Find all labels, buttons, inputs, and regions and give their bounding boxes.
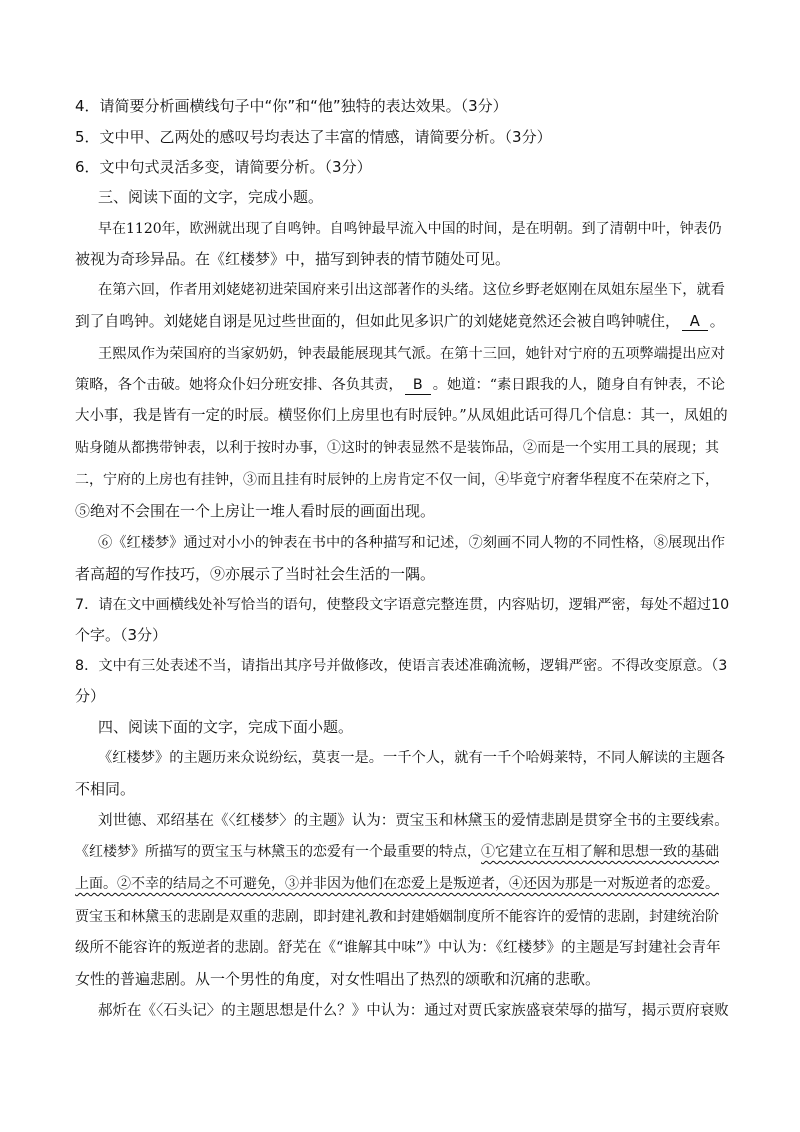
- question-7-line-2: 个字。（3分）: [75, 626, 168, 644]
- s4-paragraph-2-line-1: 刘世德、邓绍基在《〈红楼梦〉的主题》认为：贾宝玉和林黛玉的爱情悲剧是贯穿全书的主要线索。: [98, 813, 729, 829]
- s3-paragraph-3-line-3: 大小事，我是皆有一定的时辰。横竖你们上房里也有时辰钟。”从凤姐此话可得几个信息：其一，凤姐的: [75, 408, 728, 424]
- s3-paragraph-3-line-4: 贴身随从都携带钟表，以利于按时办事，①这时的钟表显然不是装饰品，②而是一个实用工具的展现；其: [75, 440, 719, 456]
- s4-paragraph-2-line-3: [75, 874, 719, 894]
- s4-paragraph-1-line-2: 不相同。: [75, 780, 136, 798]
- question-8-line-2: 分）: [75, 687, 106, 705]
- s3-paragraph-3-line-5: 二，宁府的上房也有挂钟，③而且挂有时辰钟的上房肯定不仅一间，④毕竟宁府奢华程度不在荣府之下，: [75, 472, 719, 488]
- s3-paragraph-2-line-2: [75, 312, 725, 332]
- s4-paragraph-1-line-1: 《红楼梦》的主题历来众说纷纭，莫衷一是。一千个人，就有一千个哈姆莱特，不同人解读的主题各: [98, 750, 726, 766]
- wavy-underlined-sentence-part-2: 上面。②不幸的结局之不可避免，③并非因为他们在恋爱上是叛逆者，④还因为那是一对叛逆者的恋爱。: [75, 876, 719, 892]
- s3-paragraph-1-line-2: 被视为奇珍异品。在《红楼梦》中，描写到钟表的情节随处可见。: [75, 250, 511, 268]
- blank-b: B: [405, 377, 431, 395]
- s4-paragraph-2-line-6: 女性的普遍悲剧。从一个男性的角度，对女性唱出了热烈的颂歌和沉痛的悲歌。: [75, 970, 601, 988]
- s3-paragraph-4-line-1: ⑥《红楼梦》通过对小小的钟表在书中的各种描写和记述，⑦刻画不同人物的不同性格，⑧展现出作: [98, 535, 726, 551]
- question-5: 5．文中甲、乙两处的感叹号均表达了丰富的情感，请简要分析。（3分）: [75, 128, 552, 146]
- wavy-underlined-sentence-part-1: ①它建立在互相了解和思想一致的基础: [481, 844, 719, 860]
- question-8-line-1: 8．文中有三处表述不当，请指出其序号并做修改，使语言表述准确流畅，逻辑严密。不得改变原意。（3: [75, 658, 728, 674]
- s3-p2-text-before-blank: 到了自鸣钟。刘姥姥自诩是见过些世面的，但如此见多识广的刘姥姥竟然还会被自鸣钟唬住，: [75, 313, 680, 330]
- s4-paragraph-2-line-5: 级所不能容许的叛逆者的悲剧。舒芜在《“谁解其中味”》中认为：《红楼梦》的主题是写封建社会青年: [75, 940, 721, 956]
- s4-paragraph-2-line-4: 贾宝玉和林黛玉的悲剧是双重的悲剧，即封建礼教和封建婚姻制度所不能容许的爱情的悲剧，封建统治阶: [75, 909, 719, 925]
- blank-a: A: [682, 313, 708, 331]
- question-6: 6．文中句式灵活多变，请简要分析。（3分）: [75, 158, 372, 176]
- s3-p3-text-after-blank: 。她道：“素日跟我的人，随身自有钟表，不论: [432, 377, 726, 393]
- s3-p2-text-after-blank: 。: [709, 313, 725, 330]
- s4-paragraph-3-line-1: 郝炘在《〈石头记〉的主题思想是什么？》中认为：通过对贾氏家族盛衰荣辱的描写，揭示贾府衰败: [98, 1003, 729, 1019]
- question-4: 4．请简要分析画横线句子中“你”和“他”独特的表达效果。（3分）: [75, 97, 508, 115]
- s3-paragraph-3-line-1: 王熙凤作为荣国府的当家奶奶，钟表最能展现其气派。在第十三回，她针对宁府的五项弊端提出应对: [98, 346, 726, 362]
- s4-paragraph-2-line-2: [75, 842, 719, 862]
- s3-paragraph-3-line-6: ⑤绝对不会围在一个上房让一堆人看时辰的画面出现。: [75, 502, 436, 520]
- s3-paragraph-3-line-2: [75, 375, 725, 395]
- s3-p3-text-before-blank: 策略，各个击破。她将众仆妇分班安排、各负其责，: [75, 377, 403, 393]
- section-3-heading: 三、阅读下面的文字，完成小题。: [98, 188, 324, 206]
- s3-paragraph-1-line-1: 早在1120年，欧洲就出现了自鸣钟。自鸣钟最早流入中国的时间，是在明朝。到了清朝中叶，钟表仍: [98, 221, 722, 237]
- s3-paragraph-4-line-2: 者高超的写作技巧，⑨亦展示了当时社会生活的一隅。: [75, 565, 436, 583]
- question-7-line-1: 7．请在文中画横线处补写恰当的语句，使整段文字语意完整连贯，内容贴切，逻辑严密，每处不超过10: [75, 597, 730, 613]
- section-4-heading: 四、阅读下面的文字，完成下面小题。: [98, 718, 354, 736]
- s3-paragraph-2-line-1: 在第六回，作者用刘姥姥初进荣国府来引出这部著作的头绪。这位乡野老妪刚在凤姐东屋坐下，就看: [98, 282, 726, 298]
- s4-p2-text-before-wavy: 《红楼梦》所描写的贾宝玉与林黛玉的恋爱有一个最重要的特点，: [75, 844, 481, 860]
